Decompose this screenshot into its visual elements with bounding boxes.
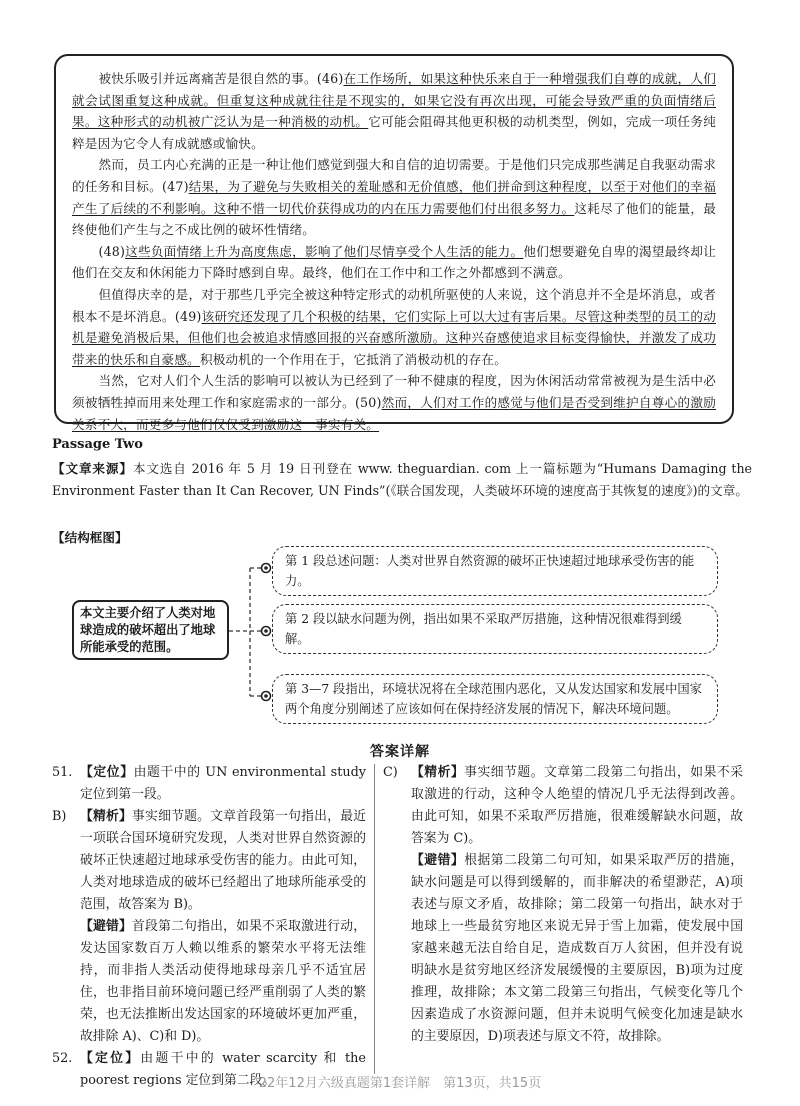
translation-paragraph: 被快乐吸引并远离痛苦是很自然的事。(46)在工作场所，如果这种快乐来自于一种增强我们自尊的成就，人们就会试图重复这种成就。但重复这种成就往往是不现实的，如果它没有再次出现，可能会导致严重的负面情绪后果。这种形式的动机被广泛认为是一种消极的动机。它可能会阻碍其他更积极的动机类型，例如，完成一项任务纯粹是因为它令人有成就感或愉快。 [72, 71, 716, 151]
column-divider [374, 764, 375, 1074]
answer-item: 52. 【定位】由题干中的 water scarcity 和 the poorest regions 定位到第二段。 [52, 1051, 366, 1088]
structure-branch-2: 第 2 段以缺水问题为例，指出如果不采取严厉措施，这种情况很难得到缓解。 [272, 604, 718, 654]
structure-main-box: 本文主要介绍了人类对地球造成的破坏超出了地球所能承受的范围。 [72, 600, 229, 660]
source-text: 本文选自 2016 年 5 月 19 日刊登在 www. theguardian. com 上一篇标题为“Humans Damaging the Environment Faster than It Can Recover, UN Finds”(《联合国发现，人类破坏环境的速度高于其恢复的速度》)的文章。 [52, 461, 753, 498]
translation-paragraph: 但值得庆幸的是，对于那些几乎完全被这种特定形式的动机所驱使的人来说，这个消息并不全是坏消息，或者根本不是坏消息。(49)该研究还发现了几个积极的结果，它们实际上可以大过有害后果。尽管这种类型的员工的动机是避免消极后果，但他们也会被追求情感回报的兴奋感所激励。这种兴奋感使追求目标变得愉快，并激发了成功带来的快乐和自豪感。积极动机的一个作用在于，它抵消了消极动机的存在。 [72, 286, 716, 367]
translation-paragraph: 当然，它对人们个人生活的影响可以被认为已经到了一种不健康的程度，因为休闲活动常常被视为是生活中必须被牺牲掉而用来处理工作和家庭需求的一部分。(50)然而，人们对工作的感觉与他们是否受到维护自尊心的激励关系不大，而更多与他们仅仅受到激励这一事实有关。 [72, 373, 716, 432]
answer-item: 【避错】根据第二段第二句可知，如果采取严厉的措施，缺水问题是可以得到缓解的，而非解决的希望渺茫，A)项表述与原文矛盾，故排除；第二段第一句指出，缺水对于地球上一些最贫穷地区来说无异于雪上加霜，使发展中国家越来越无法自给自足，造成数百万人贫困，但并没有说明缺水是贫穷地区经济发展缓慢的主要原因，B)项为过度推理，故排除；本文第二段第三句指出，气候变化等几个因素造成了水资源问题，但并未说明气候变化加速是缺水的主要原因，D)项表述与原文不符，故排除。 [411, 853, 744, 1044]
structure-label: 【结构框图】 [52, 530, 128, 545]
answer-column-right [383, 762, 743, 1048]
structure-branch-3: 第 3—7 段指出，环境状况将在全球范围内恶化，又从发达国家和发展中国家两个角度分别阐述了应该如何在保持经济发展的情况下，解决环境问题。 [272, 674, 718, 724]
answer-section-title: 答案详解 [370, 744, 430, 760]
page-footer: 22年12月六级真题第1套详解 第13页，共15页 [258, 1076, 542, 1091]
translation-paragraph: (48)这些负面情绪上升为高度焦虑，影响了他们尽情享受个人生活的能力。他们想要避免自卑的渴望最终却让他们在交友和休闲能力下降时感到自卑。最终，他们在工作中和工作之外都感到不满意。 [72, 243, 717, 281]
structure-connector [228, 540, 274, 720]
structure-branch-1: 第 1 段总述问题：人类对世界自然资源的破坏正快速超过地球承受伤害的能力。 [272, 546, 718, 596]
answer-item: 【避错】首段第二句指出，如果不采取激进行动，发达国家数百万人赖以维系的繁荣水平将无法维持，而非指人类活动使得地球母亲几乎不适宜居住，也非指目前环境问题已经严重削弱了人类的繁荣，也无法推断出发达国家的环境破坏更加严重，故排除 A)、C)和 D)。 [80, 919, 367, 1044]
answer-item: B) 【精析】事实细节题。文章首段第一句指出，最近一项联合国环境研究发现，人类对世界自然资源的破坏正快速超过地球承受伤害的能力。由此可知，人类对地球造成的破坏已经超出了地球所能承受的范围，故答案为 B)。 [52, 809, 367, 912]
answer-column-left [52, 762, 366, 1092]
translation-box [54, 54, 734, 432]
passage-heading: Passage Two [52, 437, 143, 452]
source-label: 【文章来源】 [52, 461, 133, 476]
translation-paragraph: 然而，员工内心充满的正是一种让他们感觉到强大和自信的迫切需要。于是他们只完成那些满足自我驱动需求的任务和目标。(47)结果，为了避免与失败相关的羞耻感和无价值感，他们拼命到这种程度，以至于对他们的幸福产生了后续的不利影响。这种不惜一切代价获得成功的内在压力需要他们付出很多努力。这耗尽了他们的能量，最终使他们产生与之不成比例的破坏性情绪。 [72, 157, 716, 238]
article-source [52, 458, 752, 502]
answer-item: C) 【精析】事实细节题。文章第二段第二句指出，如果不采取激进的行动，这种令人绝望的情况几乎无法得到改善。由此可知，如果不采取严厉措施，很难缓解缺水问题，故答案为 C)。 [383, 765, 744, 846]
answer-item: 51. 【定位】由题干中的 UN environmental study 定位到第一段。 [52, 765, 366, 802]
